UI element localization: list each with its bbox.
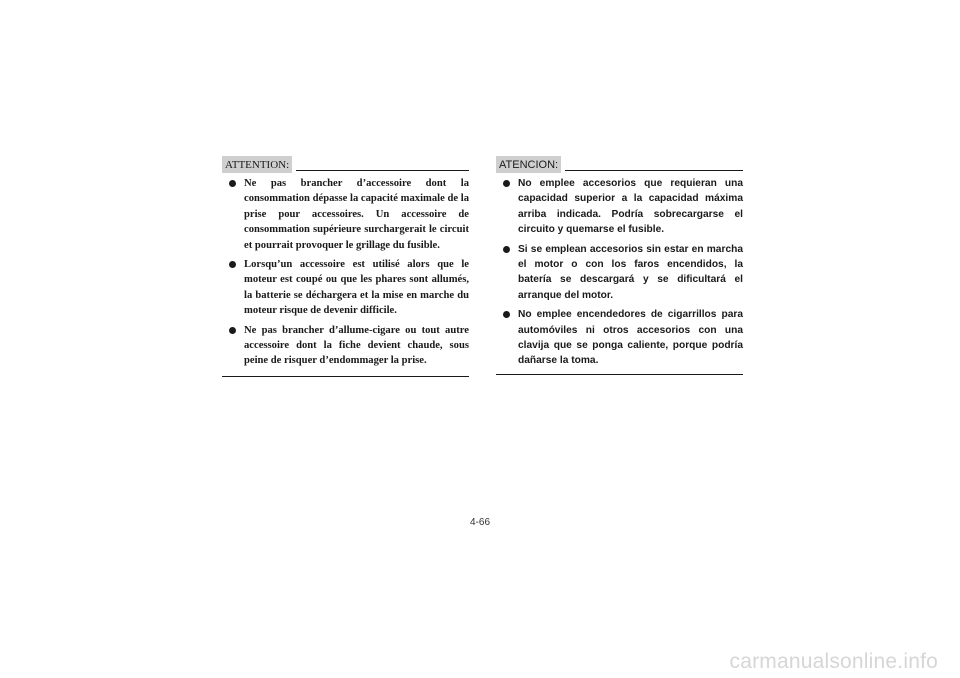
list-item-text: Ne pas brancher d’accessoire dont la consommation dépasse la capacité maximale de la prise pour accessoires. Un accessoire de consommation supérieure surchargerait le circuit et pourrait provoquer le grillage du fusible.	[244, 178, 469, 251]
list-item-text: No emplee encendedores de cigarrillos para automóviles ni otros accesorios con una clavija que se ponga caliente, porque podría dañarse la toma.	[518, 309, 743, 367]
bullet-icon	[503, 311, 510, 318]
page-number: 4-66	[470, 517, 491, 528]
section-end-rule	[496, 374, 743, 375]
list-item	[222, 257, 469, 319]
list-item	[496, 242, 743, 304]
list-item-text: Ne pas brancher d’allume-cigare ou tout autre accessoire dont la fiche devient chaude, sous peine de risquer d’endommager la prise.	[244, 324, 469, 367]
watermark: carmanualsonline.info	[729, 650, 938, 673]
bullet-icon	[503, 180, 510, 187]
french-caution-section	[222, 155, 469, 377]
list-item-text: No emplee accesorios que requieran una capacidad superior a la capacidad máxima arriba indicada. Podría sobrecargarse el circuito y quemarse el fusible.	[518, 178, 743, 236]
list-item-text: Si se emplean accesorios sin estar en marcha el motor o con los faros encendidos, la batería se descargará y se dificultará el arranque del motor.	[518, 243, 743, 301]
section-end-rule	[222, 376, 469, 377]
list-item	[222, 176, 469, 253]
spanish-caution-list	[496, 176, 743, 369]
french-caution-list	[222, 176, 469, 369]
list-item	[496, 307, 743, 369]
spanish-caution-header	[496, 155, 743, 173]
bullet-icon	[229, 261, 236, 268]
list-item	[496, 176, 743, 238]
spanish-caution-label: ATENCION:	[496, 156, 561, 173]
list-item-text: Lorsqu’un accessoire est utilisé alors que le moteur est coupé ou que les phares sont allumés, la batterie se déchargera et la mise en marche du moteur risque de devenir difficile.	[244, 259, 469, 317]
header-rule	[565, 170, 743, 171]
header-rule	[296, 170, 469, 171]
bullet-icon	[503, 246, 510, 253]
bullet-icon	[229, 327, 236, 334]
spanish-caution-section	[496, 155, 743, 375]
french-caution-label: ATTENTION:	[222, 156, 292, 173]
bullet-icon	[229, 180, 236, 187]
list-item	[222, 323, 469, 369]
french-caution-header	[222, 155, 469, 173]
